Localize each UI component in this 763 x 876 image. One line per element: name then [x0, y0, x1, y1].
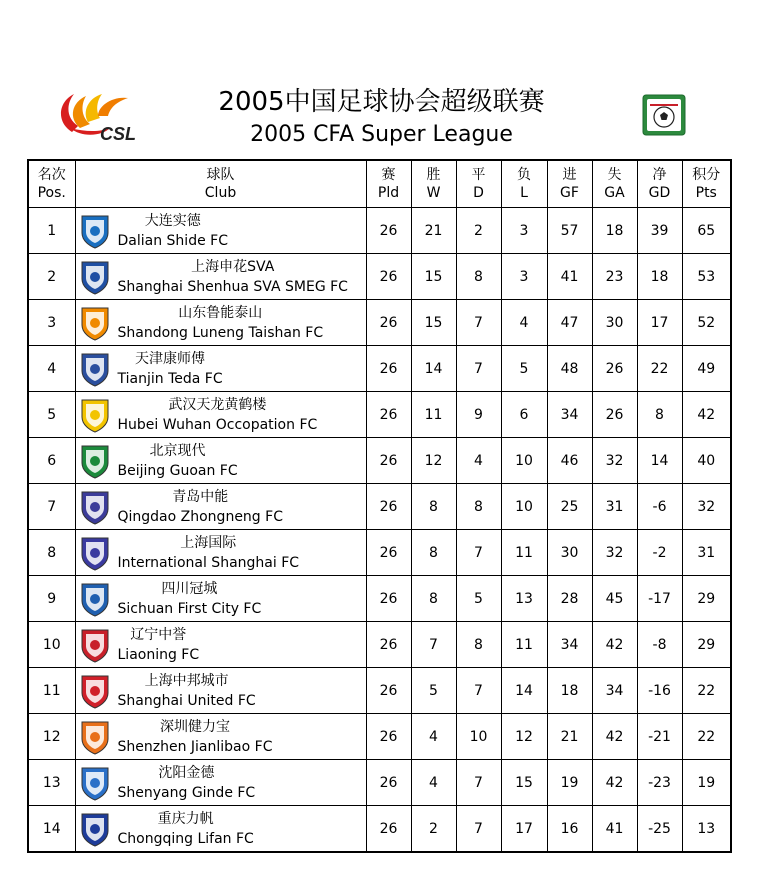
table-row: [28, 622, 731, 668]
cell-pts: 29: [682, 576, 731, 622]
cell-gf: 30: [547, 530, 592, 576]
cell-pld: 26: [366, 484, 411, 530]
cell-ga: 34: [592, 668, 637, 714]
cell-gf: 18: [547, 668, 592, 714]
club-badge-icon: [80, 397, 110, 433]
club-name-english: Shenyang Ginde FC: [117, 784, 256, 801]
cell-pts: 22: [682, 668, 731, 714]
cell-pts: 65: [682, 208, 731, 254]
cell-pld: 26: [366, 668, 411, 714]
cell-gd: 18: [637, 254, 682, 300]
cell-gd: -16: [637, 668, 682, 714]
cell-ga: 18: [592, 208, 637, 254]
cell-gd: 39: [637, 208, 682, 254]
column-header-d: 平 D: [456, 160, 501, 208]
cell-pld: 26: [366, 576, 411, 622]
cell-ga: 26: [592, 346, 637, 392]
cell-w: 11: [411, 392, 456, 438]
cell-pts: 13: [682, 806, 731, 853]
club-name-english: Liaoning FC: [117, 646, 200, 663]
club-name-chinese: 大连实德: [144, 212, 201, 229]
club-badge-icon: [80, 811, 110, 847]
table-row: [28, 346, 731, 392]
table-header-row: [28, 160, 731, 208]
cell-club: [75, 668, 366, 714]
cell-pos: 8: [28, 530, 75, 576]
cell-pld: 26: [366, 760, 411, 806]
cell-gd: -2: [637, 530, 682, 576]
club-badge-icon: [80, 351, 110, 387]
cell-club: [75, 714, 366, 760]
table-row: [28, 438, 731, 484]
cell-club: [75, 530, 366, 576]
cell-pos: 10: [28, 622, 75, 668]
cell-pos: 7: [28, 484, 75, 530]
cell-l: 10: [501, 438, 547, 484]
cell-gd: -25: [637, 806, 682, 853]
cell-pts: 31: [682, 530, 731, 576]
cell-pts: 53: [682, 254, 731, 300]
cell-w: 15: [411, 254, 456, 300]
cell-club: [75, 438, 366, 484]
cell-pld: 26: [366, 806, 411, 853]
cell-gf: 41: [547, 254, 592, 300]
cell-ga: 42: [592, 714, 637, 760]
club-badge-icon: [80, 443, 110, 479]
cell-pts: 29: [682, 622, 731, 668]
table-row: [28, 300, 731, 346]
cell-d: 7: [456, 300, 501, 346]
cell-w: 12: [411, 438, 456, 484]
cell-gf: 21: [547, 714, 592, 760]
cell-gf: 16: [547, 806, 592, 853]
cell-pos: 3: [28, 300, 75, 346]
cell-ga: 31: [592, 484, 637, 530]
cell-pts: 32: [682, 484, 731, 530]
table-row: [28, 668, 731, 714]
cell-w: 8: [411, 530, 456, 576]
cell-pos: 11: [28, 668, 75, 714]
cell-l: 14: [501, 668, 547, 714]
cell-club: [75, 254, 366, 300]
cell-gd: -6: [637, 484, 682, 530]
cell-l: 17: [501, 806, 547, 853]
club-name-english: Shenzhen Jianlibao FC: [117, 738, 273, 755]
cell-d: 8: [456, 622, 501, 668]
club-name-english: Tianjin Teda FC: [117, 370, 223, 387]
cell-w: 15: [411, 300, 456, 346]
club-name-english: International Shanghai FC: [117, 554, 300, 571]
club-name-chinese: 辽宁中誉: [130, 626, 187, 643]
cell-pos: 6: [28, 438, 75, 484]
cell-pld: 26: [366, 254, 411, 300]
club-badge-icon: [80, 627, 110, 663]
club-badge-icon: [80, 489, 110, 525]
cell-d: 5: [456, 576, 501, 622]
page-header: [0, 0, 763, 160]
club-name-chinese: 北京现代: [149, 442, 206, 459]
cell-pos: 14: [28, 806, 75, 853]
csl-logo-text: CSL: [100, 124, 136, 142]
cell-pld: 26: [366, 346, 411, 392]
cell-club: [75, 576, 366, 622]
cell-pts: 19: [682, 760, 731, 806]
cell-ga: 45: [592, 576, 637, 622]
cell-gd: -21: [637, 714, 682, 760]
cell-gf: 34: [547, 392, 592, 438]
column-header-l: 负 L: [501, 160, 547, 208]
cell-gd: 22: [637, 346, 682, 392]
column-header-club: 球队 Club: [75, 160, 366, 208]
cell-l: 10: [501, 484, 547, 530]
cell-l: 6: [501, 392, 547, 438]
cell-gf: 28: [547, 576, 592, 622]
club-badge-icon: [80, 259, 110, 295]
table-row: [28, 208, 731, 254]
cell-club: [75, 208, 366, 254]
club-badge-icon: [80, 213, 110, 249]
cell-w: 5: [411, 668, 456, 714]
cell-d: 8: [456, 484, 501, 530]
column-header-w: 胜 W: [411, 160, 456, 208]
cell-pos: 2: [28, 254, 75, 300]
cell-ga: 41: [592, 806, 637, 853]
page-title-english: 2005 CFA Super League: [250, 122, 513, 147]
cell-d: 8: [456, 254, 501, 300]
club-name-chinese: 深圳健力宝: [159, 718, 230, 735]
table-row: [28, 760, 731, 806]
cell-ga: 42: [592, 760, 637, 806]
table-row: [28, 806, 731, 853]
cell-pts: 49: [682, 346, 731, 392]
cell-pos: 12: [28, 714, 75, 760]
club-badge-icon: [80, 581, 110, 617]
cell-pld: 26: [366, 622, 411, 668]
cell-gd: -17: [637, 576, 682, 622]
cell-gd: 17: [637, 300, 682, 346]
club-name-chinese: 重庆力帆: [157, 810, 214, 827]
cell-pts: 22: [682, 714, 731, 760]
cell-d: 7: [456, 668, 501, 714]
cell-club: [75, 760, 366, 806]
club-name-english: Dalian Shide FC: [117, 232, 228, 249]
cell-ga: 30: [592, 300, 637, 346]
table-row: [28, 576, 731, 622]
cell-pos: 13: [28, 760, 75, 806]
cell-l: 4: [501, 300, 547, 346]
cell-w: 4: [411, 714, 456, 760]
cell-gd: 8: [637, 392, 682, 438]
club-name-chinese: 武汉天龙黄鹤楼: [168, 396, 267, 413]
cell-w: 14: [411, 346, 456, 392]
cell-l: 15: [501, 760, 547, 806]
cell-pld: 26: [366, 438, 411, 484]
table-row: [28, 714, 731, 760]
club-name-chinese: 青岛中能: [172, 488, 229, 505]
cell-gf: 47: [547, 300, 592, 346]
page-title-chinese: 2005中国足球协会超级联赛: [218, 87, 545, 117]
cell-ga: 26: [592, 392, 637, 438]
cell-w: 8: [411, 484, 456, 530]
cell-d: 7: [456, 346, 501, 392]
cell-d: 2: [456, 208, 501, 254]
club-name-english: Shandong Luneng Taishan FC: [117, 324, 324, 341]
cell-club: [75, 622, 366, 668]
cell-ga: 23: [592, 254, 637, 300]
cell-gf: 48: [547, 346, 592, 392]
cell-w: 2: [411, 806, 456, 853]
club-name-english: Qingdao Zhongneng FC: [117, 508, 283, 525]
standings-table: [27, 159, 732, 853]
cell-club: [75, 392, 366, 438]
club-name-english: Sichuan First City FC: [117, 600, 262, 617]
cell-gd: 14: [637, 438, 682, 484]
cell-club: [75, 300, 366, 346]
club-name-chinese: 四川冠城: [161, 580, 218, 597]
club-name-english: Shanghai Shenhua SVA SMEG FC: [117, 278, 348, 295]
club-name-chinese: 上海申花SVA: [191, 258, 275, 275]
cell-l: 3: [501, 208, 547, 254]
cell-pts: 52: [682, 300, 731, 346]
club-name-english: Chongqing Lifan FC: [117, 830, 254, 847]
cell-d: 4: [456, 438, 501, 484]
cell-pld: 26: [366, 300, 411, 346]
column-header-gd: 净 GD: [637, 160, 682, 208]
club-name-chinese: 天津康师傅: [135, 350, 206, 367]
cell-pos: 1: [28, 208, 75, 254]
club-name-chinese: 山东鲁能泰山: [178, 304, 263, 321]
column-header-pld: 赛 Pld: [366, 160, 411, 208]
cell-w: 21: [411, 208, 456, 254]
cell-club: [75, 806, 366, 853]
cell-gd: -8: [637, 622, 682, 668]
cell-pos: 4: [28, 346, 75, 392]
club-badge-icon: [80, 535, 110, 571]
club-name-chinese: 沈阳金德: [158, 764, 215, 781]
column-header-gf: 进 GF: [547, 160, 592, 208]
club-name-english: Shanghai United FC: [117, 692, 256, 709]
column-header-pos: 名次 Pos.: [28, 160, 75, 208]
club-badge-icon: [80, 673, 110, 709]
table-row: [28, 254, 731, 300]
cell-l: 13: [501, 576, 547, 622]
cell-gf: 19: [547, 760, 592, 806]
cell-w: 4: [411, 760, 456, 806]
cell-l: 3: [501, 254, 547, 300]
cell-pld: 26: [366, 208, 411, 254]
club-name-chinese: 上海国际: [180, 534, 237, 551]
cell-l: 12: [501, 714, 547, 760]
cell-pld: 26: [366, 530, 411, 576]
club-badge-icon: [80, 765, 110, 801]
column-header-ga: 失 GA: [592, 160, 637, 208]
cell-d: 7: [456, 806, 501, 853]
cell-club: [75, 484, 366, 530]
column-header-pts: 积分 Pts: [682, 160, 731, 208]
cell-ga: 42: [592, 622, 637, 668]
cell-club: [75, 346, 366, 392]
cell-pld: 26: [366, 714, 411, 760]
club-name-chinese: 上海中邦城市: [144, 672, 229, 689]
cell-w: 7: [411, 622, 456, 668]
cell-d: 7: [456, 760, 501, 806]
table-row: [28, 392, 731, 438]
table-row: [28, 484, 731, 530]
cell-ga: 32: [592, 438, 637, 484]
cell-d: 9: [456, 392, 501, 438]
club-name-english: Hubei Wuhan Occopation FC: [117, 416, 318, 433]
club-name-english: Beijing Guoan FC: [117, 462, 238, 479]
cell-ga: 32: [592, 530, 637, 576]
cfa-emblem-icon: [642, 94, 686, 136]
table-row: [28, 530, 731, 576]
cell-gd: -23: [637, 760, 682, 806]
cell-pos: 5: [28, 392, 75, 438]
cell-l: 5: [501, 346, 547, 392]
cell-d: 7: [456, 530, 501, 576]
club-badge-icon: [80, 719, 110, 755]
club-badge-icon: [80, 305, 110, 341]
cell-gf: 46: [547, 438, 592, 484]
cell-l: 11: [501, 622, 547, 668]
cell-pld: 26: [366, 392, 411, 438]
cell-pos: 9: [28, 576, 75, 622]
cell-pts: 40: [682, 438, 731, 484]
cell-gf: 57: [547, 208, 592, 254]
cell-gf: 25: [547, 484, 592, 530]
cell-l: 11: [501, 530, 547, 576]
cell-w: 8: [411, 576, 456, 622]
cell-pts: 42: [682, 392, 731, 438]
cell-d: 10: [456, 714, 501, 760]
cell-gf: 34: [547, 622, 592, 668]
